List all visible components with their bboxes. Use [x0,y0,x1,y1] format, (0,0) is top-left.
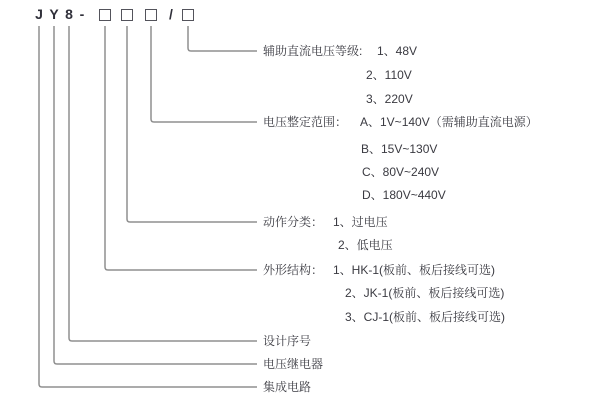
connector-design-serial [69,26,257,341]
section-label-voltage-setting-range: 电压整定范围： [263,115,348,129]
connector-shape-structure [105,26,257,270]
label-voltage-relay: 电压继电器 [263,357,324,371]
voltage-range-item-a: A、1V~140V（需辅助直流电源） [360,115,538,129]
voltage-range-item-d: D、180V~440V [362,188,446,202]
code-char-dash: - [79,6,85,22]
voltage-range-item-c: C、80V~240V [362,165,440,179]
connector-action-class [127,26,257,222]
section-label-aux-dc-voltage: 辅助直流电压等级: [263,44,363,58]
code-placeholder-box-4 [182,9,194,21]
connector-voltage-relay [54,26,257,364]
code-char-y: Y [49,6,59,22]
aux-dc-voltage-item-3: 3、220V [366,92,413,106]
code-placeholder-box-1 [99,9,111,21]
code-placeholder-box-3 [145,9,157,21]
code-placeholder-box-2 [121,9,133,21]
connector-aux-dc-voltage [188,26,257,51]
code-char-8: 8 [65,6,73,22]
label-design-serial: 设计序号 [263,334,312,348]
shape-structure-item-1: 1、HK-1(板前、板后接线可选) [333,263,496,277]
aux-dc-voltage-item-2: 2、110V [366,68,412,82]
action-class-item-1: 1、过电压 [333,215,388,229]
section-label-action-class: 动作分类： [263,215,324,229]
voltage-range-item-b: B、15V~130V [361,142,438,156]
code-char-slash: / [169,6,173,22]
shape-structure-item-2: 2、JK-1(板前、板后接线可选) [345,286,505,300]
shape-structure-item-3: 3、CJ-1(板前、板后接线可选) [345,310,506,324]
code-char-j: J [35,6,43,22]
section-label-shape-structure: 外形结构： [263,263,324,277]
connector-integrated-circuit [39,26,257,387]
label-integrated-circuit: 集成电路 [263,380,312,394]
aux-dc-voltage-item-1: 1、48V [377,44,418,58]
connector-voltage-setting-range [151,26,257,122]
action-class-item-2: 2、低电压 [338,238,393,252]
